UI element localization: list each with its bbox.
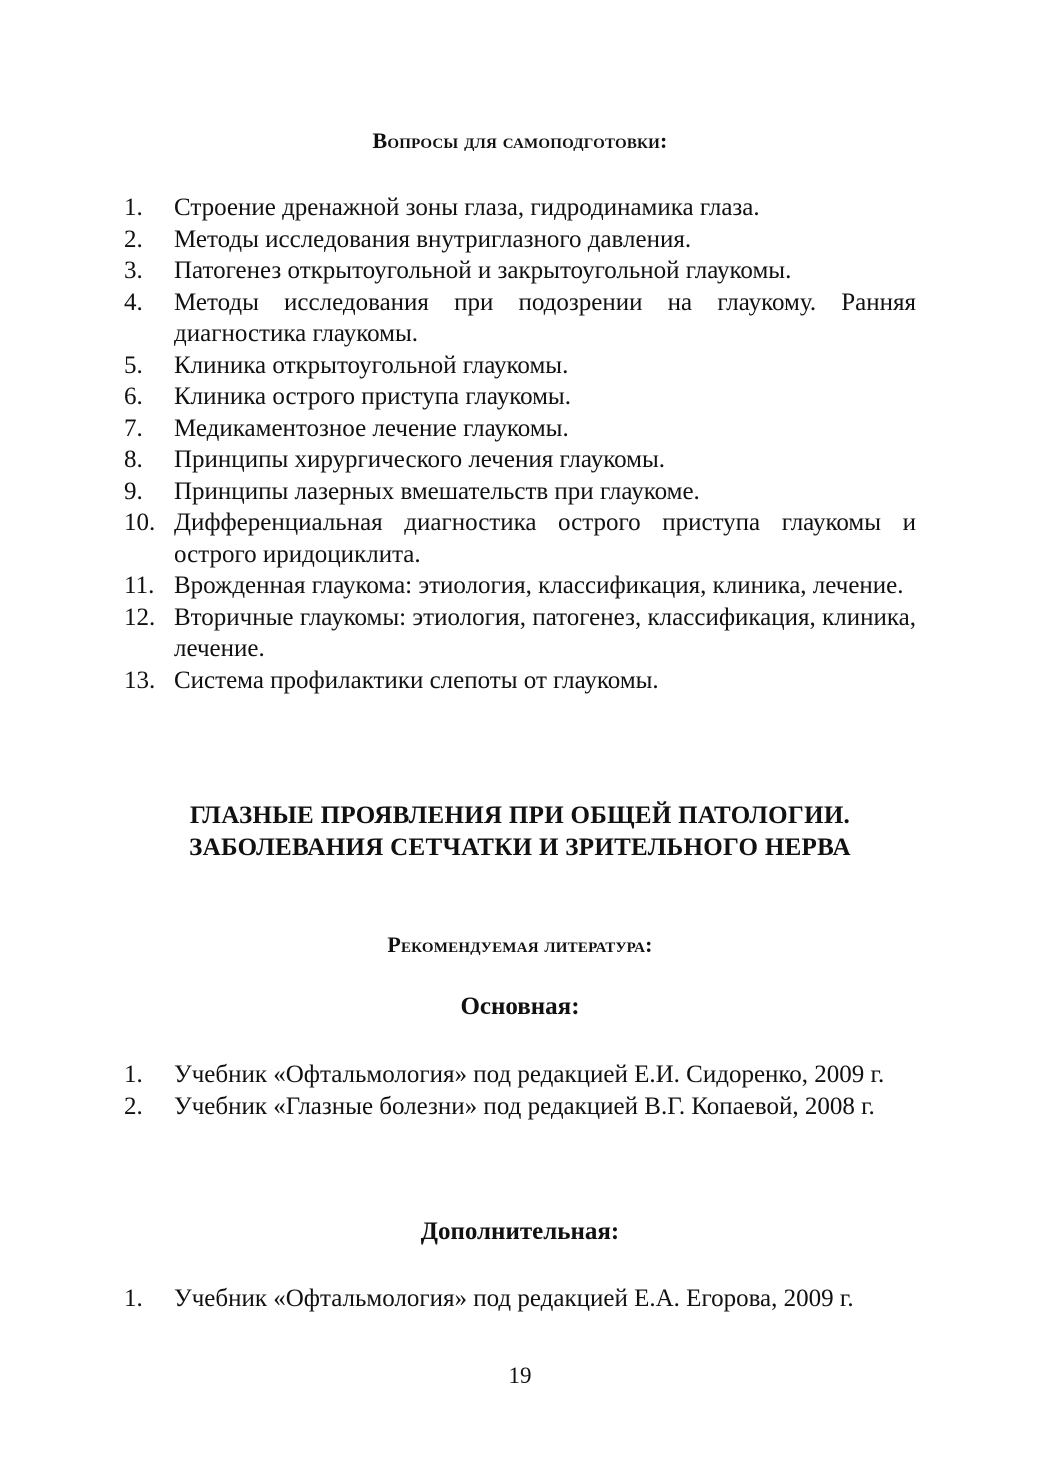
literature-heading: Рекомендуемая литература: — [387, 932, 653, 957]
list-item: 1. Учебник «Офтальмология» под редакцией Е.И. Сидоренко, 2009 г. — [124, 1061, 885, 1088]
list-item: 5. Клиника открытоугольной глаукомы. — [124, 351, 569, 379]
list-item: 2. Методы исследования внутриглазного давления. — [124, 225, 692, 253]
section-title — [124, 800, 916, 864]
questions-list — [124, 192, 916, 696]
list-item: 2. Учебник «Глазные болезни» под редакцией В.Г. Копаевой, 2008 г. — [124, 1092, 875, 1120]
list-item: 8. Принципы хирургического лечения глаукомы. — [124, 446, 666, 473]
list-item: 13. Система профилактики слепоты от глаукомы. — [124, 666, 659, 694]
list-item: 12. Вторичные глаукомы: этиология, патогенез, классификация, клиника, лечение. — [124, 603, 916, 662]
section-title-line-1: ГЛАЗНЫЕ ПРОЯВЛЕНИЯ ПРИ ОБЩЕЙ ПАТОЛОГИИ. — [189, 802, 851, 829]
page-number: 19 — [508, 1363, 532, 1388]
list-item: 9. Принципы лазерных вмешательств при глаукоме. — [124, 477, 700, 505]
section-title-line-2: ЗАБОЛЕВАНИЯ СЕТЧАТКИ И ЗРИТЕЛЬНОГО НЕРВА — [189, 834, 851, 861]
document-page — [124, 0, 916, 1471]
main-literature-list — [124, 1059, 916, 1122]
list-item: 1. Строение дренажной зоны глаза, гидродинамика глаза. — [124, 194, 760, 221]
list-item: 7. Медикаментозное лечение глаукомы. — [124, 414, 569, 442]
additional-literature-list — [124, 1283, 916, 1315]
questions-heading: Вопросы для самоподготовки: — [372, 128, 668, 153]
list-item: 4. Методы исследования при подозрении на глаукому. Ранняя диагностика глаукомы. — [124, 288, 916, 347]
additional-literature-heading: Дополнительная: — [420, 1218, 620, 1245]
list-item: 11. Врожденная глаукома: этиология, классификация, клиника, лечение. — [124, 572, 904, 599]
list-item: 10. Дифференциальная диагностика острого приступа глаукомы и острого иридоциклита. — [124, 509, 916, 568]
list-item: 1. Учебник «Офтальмология» под редакцией Е.А. Егорова, 2009 г. — [124, 1285, 854, 1312]
list-item: 3. Патогенез открытоугольной и закрытоугольной глаукомы. — [124, 257, 792, 284]
main-literature-heading: Основная: — [460, 993, 580, 1020]
list-item: 6. Клиника острого приступа глаукомы. — [124, 383, 571, 410]
